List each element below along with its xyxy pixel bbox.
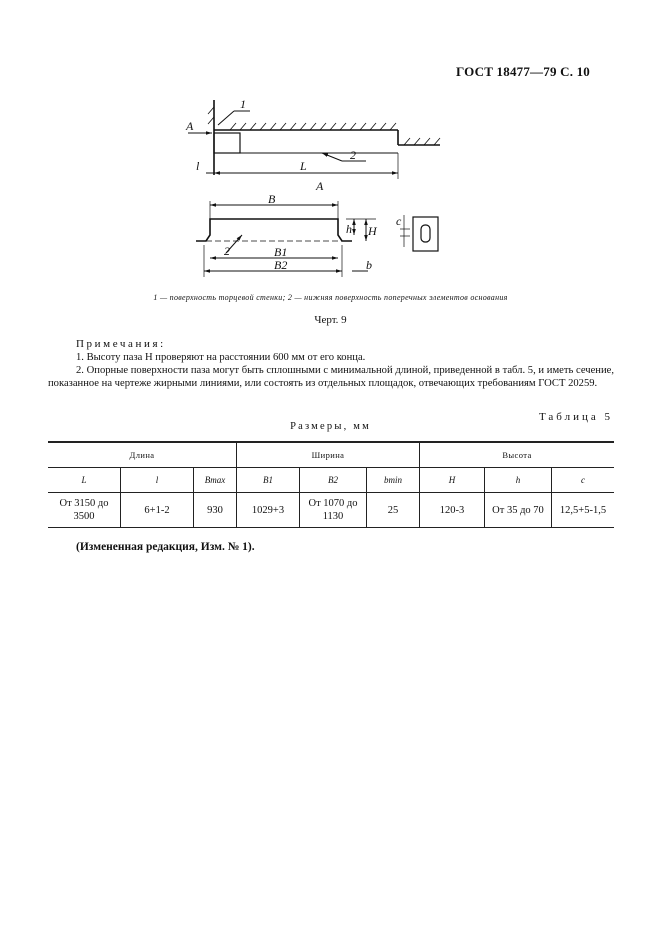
figure-caption: 1 — поверхность торцевой стенки; 2 — нижняя поверхность поперечных элементов основания	[153, 293, 508, 302]
dim-b-label: b	[366, 258, 372, 272]
cell-L: От 3150 до 3500	[59, 498, 109, 522]
col-B1: B1	[237, 468, 300, 493]
table-subtitle: Размеры, мм	[290, 421, 371, 432]
table-title: Таблица 5	[538, 411, 613, 423]
col-H: H	[420, 468, 485, 493]
col-L: L	[48, 468, 121, 493]
amendment-note: (Измененная редакция, Изм. № 1).	[76, 541, 255, 553]
col-Bmax: Bmax	[194, 468, 237, 493]
note-2: 2. Опорные поверхности паза могут быть сплошными с минимальной длиной, приведенной в табл. 5, и иметь сечение, показанное на чертеже жирными линиями, или состоять из отдельных площадок, отвечающих требованиям ГОСТ 20259.	[48, 365, 614, 389]
dim-h-label: h	[346, 222, 352, 236]
cell-Bmax: 930	[194, 493, 237, 528]
table-row	[48, 493, 614, 528]
group-height: Высота	[420, 442, 615, 468]
col-l: l	[121, 468, 194, 493]
hatch-top	[208, 107, 440, 145]
dimensions-table	[48, 441, 614, 528]
dim-B1-label: B1	[274, 245, 288, 259]
callout-1: 1	[240, 97, 246, 111]
col-bmin: bmin	[367, 468, 420, 493]
figure-label: Черт. 9	[314, 314, 347, 326]
arrow-a-label: A	[186, 119, 194, 133]
technical-drawing	[170, 95, 470, 285]
cell-h: От 35 до 70	[485, 493, 552, 528]
col-c: c	[552, 468, 615, 493]
note-1: 1. Высоту паза Н проверяют на расстоянии 600 мм от его конца.	[76, 352, 366, 363]
section-callout-2: 2	[224, 244, 230, 258]
slot-end-rect	[214, 133, 240, 153]
notes-title: Примечания:	[76, 338, 166, 350]
dim-B2-label: B2	[274, 258, 288, 272]
view-a-label: A	[316, 179, 324, 193]
col-B2: B2	[300, 468, 367, 493]
col-h: h	[485, 468, 552, 493]
detail-box	[413, 217, 438, 251]
cell-B2: От 1070 до 1130	[300, 493, 367, 528]
dim-L-label: L	[300, 159, 307, 173]
dim-l-label: l	[196, 159, 200, 173]
dim-c-label: c	[396, 214, 402, 228]
group-width: Ширина	[237, 442, 420, 468]
cell-c: 12,5+5-1,5	[552, 493, 615, 528]
page-header: ГОСТ 18477—79 С. 10	[456, 64, 590, 79]
cell-l: 6+1-2	[121, 493, 194, 528]
dim-B-label: B	[268, 192, 276, 206]
group-length: Длина	[48, 442, 237, 468]
dim-H-label: H	[368, 224, 377, 238]
section-profile	[196, 219, 352, 241]
cell-B1: 1029+3	[237, 493, 300, 528]
cell-bmin: 25	[367, 493, 420, 528]
cell-H: 120-3	[420, 493, 485, 528]
callout-2: 2	[350, 148, 356, 162]
